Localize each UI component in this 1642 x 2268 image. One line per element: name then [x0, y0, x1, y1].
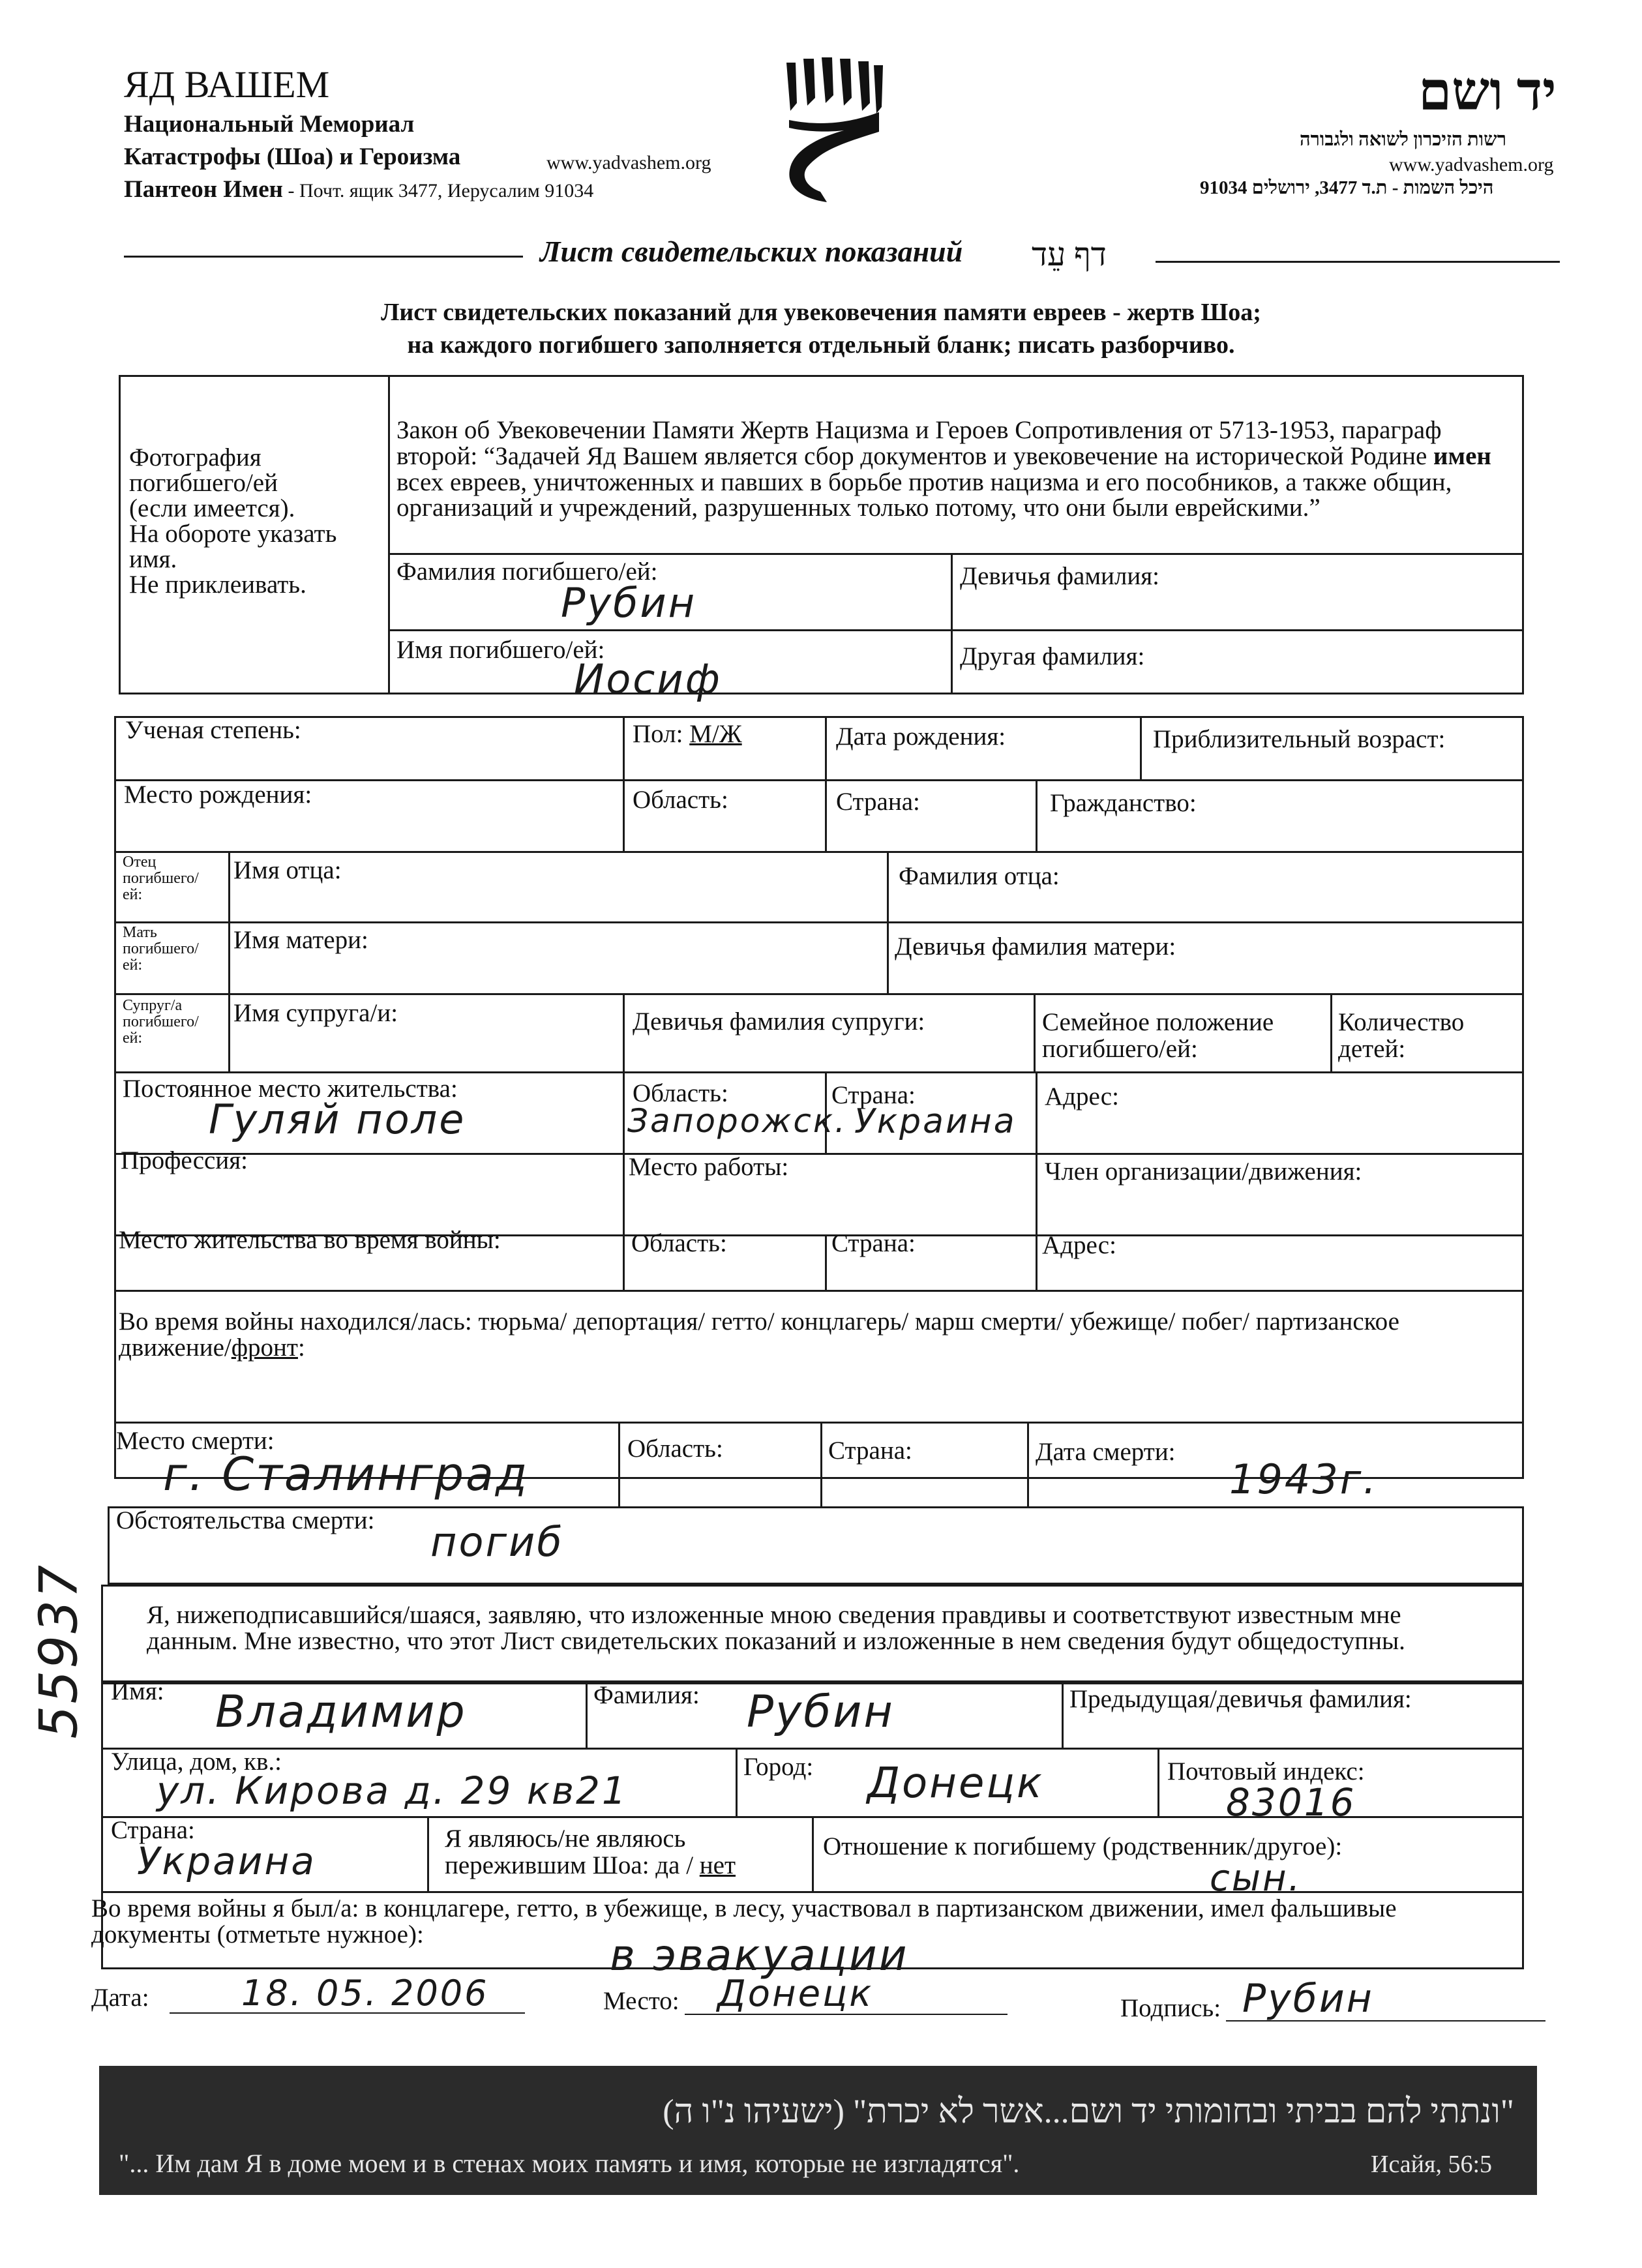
residence-country-value[interactable]: Украина: [854, 1102, 1017, 1141]
website-left: www.yadvashem.org: [546, 152, 711, 173]
street-value[interactable]: ул. Кирова д. 29 кв21: [157, 1768, 628, 1813]
postal-value[interactable]: 83016: [1226, 1780, 1356, 1825]
victim-surname-value[interactable]: Рубин: [561, 579, 697, 627]
postal-label: Почтовый индекс:: [1167, 1757, 1365, 1785]
relation-value[interactable]: сын.: [1210, 1857, 1302, 1900]
circumstances-value[interactable]: погиб: [430, 1518, 564, 1566]
he-line-4: היכל השמות - ת.ד 3477, ירושלים 91034: [1200, 177, 1494, 198]
photo-line-6: Не приклеивать.: [129, 571, 306, 599]
residence-address-label: Адрес:: [1045, 1082, 1119, 1111]
street-label: Улица, дом, кв.:: [111, 1748, 282, 1776]
wartime-region-label: Область:: [631, 1229, 727, 1257]
birthplace-label: Место рождения:: [124, 781, 312, 809]
photo-line-5: имя.: [129, 545, 177, 573]
survivor-field[interactable]: Я являюсь/не являюсь пережившим Шоа: да / нет: [445, 1825, 736, 1879]
victim-first-name-label: Имя погибшего/ей:: [396, 636, 605, 664]
death-place-label: Место смерти:: [116, 1427, 275, 1455]
photo-placeholder[interactable]: [129, 445, 385, 597]
instructions-line-1: Лист свидетельских показаний для увековечения памяти евреев - жертв Шоа;: [381, 299, 1261, 326]
workplace-label: Место работы:: [629, 1153, 789, 1181]
birth-date-label: Дата рождения:: [836, 723, 1006, 751]
father-name-label: Имя отца:: [233, 856, 342, 884]
submitter-wartime-line-2: документы (отметьте нужное):: [91, 1920, 424, 1948]
form-title-ru: Лист свидетельских показаний: [540, 235, 963, 268]
sex-field[interactable]: Пол: М/Ж: [633, 720, 742, 748]
degree-label: Ученая степень:: [125, 716, 301, 744]
signature-value[interactable]: Рубин: [1242, 1976, 1374, 2022]
banner-russian: "... Им дам Я в доме моем и в стенах моих память и имя, которые не изгладятся".: [119, 2149, 1020, 2178]
father-side-label: Отец погибшего/ ей:: [123, 854, 199, 904]
website-right: www.yadvashem.org: [1389, 154, 1554, 175]
residence-country-label: Страна:: [831, 1081, 916, 1109]
form-title-he: דף עֵד: [1032, 236, 1107, 273]
relation-label: Отношение к погибшему (родственник/другое):: [823, 1832, 1343, 1860]
membership-label: Член организации/движения:: [1045, 1157, 1362, 1186]
residence-value[interactable]: Гуляй поле: [209, 1096, 466, 1143]
death-date-value[interactable]: 1943г.: [1229, 1455, 1379, 1503]
submitter-country-label: Страна:: [111, 1816, 195, 1844]
submitter-wartime-value[interactable]: в эвакуации: [610, 1930, 909, 1980]
victim-other-surname-label: Другая фамилия:: [960, 642, 1145, 670]
mother-side-label: Мать погибшего/ ей:: [123, 924, 199, 974]
birth-region-label: Область:: [633, 786, 728, 814]
circumstances-label: Обстоятельства смерти:: [116, 1506, 375, 1534]
he-line-2: רשות הזיכרון לשואה ולגבורה: [1300, 129, 1506, 150]
date-value[interactable]: 18. 05. 2006: [241, 1973, 489, 2014]
submitter-first-name-label: Имя:: [111, 1677, 164, 1705]
declaration-line-2: данным. Мне известно, что этот Лист свидетельских показаний и изложенные в нем сведения будут общедоступны.: [147, 1627, 1405, 1655]
spouse-name-label: Имя супруга/и:: [233, 999, 398, 1027]
city-value[interactable]: Донецк: [867, 1759, 1044, 1808]
victim-surname-label: Фамилия погибшего/ей:: [396, 558, 658, 586]
photo-line-1: Фотография: [129, 443, 261, 471]
mother-maiden-label: Девичья фамилия матери:: [895, 933, 1176, 961]
marital-status-label: Семейное положение погибшего/ей:: [1042, 1008, 1274, 1063]
victim-first-name-value[interactable]: Иосиф: [574, 655, 722, 703]
org-name-ru: ЯД ВАШЕМ: [124, 63, 330, 106]
citizenship-label: Гражданство:: [1050, 789, 1197, 817]
wartime-country-label: Страна:: [831, 1229, 916, 1257]
margin-number: 55937: [28, 1563, 89, 1739]
submitter-surname-label: Фамилия:: [593, 1681, 700, 1709]
city-label: Город:: [743, 1753, 814, 1781]
approx-age-label: Приблизительный возраст:: [1153, 725, 1446, 753]
quote-banner: [99, 2066, 1537, 2195]
wartime-address-label: Адрес:: [1042, 1231, 1116, 1259]
wartime-residence-label: Место жительства во время войны:: [119, 1226, 501, 1254]
place-value[interactable]: Донецк: [717, 1973, 874, 2015]
title-rule-right: [1156, 261, 1560, 263]
declaration-line-1: Я, нижеподписавшийся/шаяся, заявляю, что изложенные мною сведения правдивы и соответствуют известным мне: [147, 1601, 1401, 1629]
residence-label: Постоянное место жительства:: [123, 1075, 458, 1103]
title-rule-left: [124, 256, 523, 258]
wartime-status-line-2[interactable]: движение/фронт:: [119, 1334, 305, 1362]
prev-surname-label: Предыдущая/девичья фамилия:: [1069, 1685, 1412, 1713]
banner-reference: Исайя, 56:5: [1371, 2151, 1493, 2178]
victim-maiden-name-label: Девичья фамилия:: [960, 562, 1160, 590]
submitter-country-value[interactable]: Украина: [137, 1839, 316, 1883]
submitter-wartime-line-1: Во время войны я был/а: в концлагере, гетто, в убежище, в лесу, участвовал в партизанском движении, имел фальшивые: [91, 1894, 1397, 1922]
death-date-label: Дата смерти:: [1036, 1438, 1176, 1466]
org-address-line: Пантеон Имен - Почт. ящик 3477, Иерусалим 91034: [124, 176, 594, 203]
birth-country-label: Страна:: [836, 788, 920, 816]
menorah-logo-icon: [781, 57, 886, 204]
mother-name-label: Имя матери:: [233, 926, 368, 954]
org-line-2: Национальный Мемориал: [124, 111, 415, 138]
death-place-value[interactable]: г. Сталинград: [163, 1448, 530, 1501]
children-count-label: Количество детей:: [1338, 1008, 1465, 1063]
wartime-status-line-1: Во время войны находился/лась: тюрьма/ депортация/ гетто/ концлагерь/ марш смерти/ убежище/ побег/ партизанское: [119, 1307, 1399, 1335]
submitter-surname-value[interactable]: Рубин: [747, 1686, 895, 1738]
instructions-line-2: на каждого погибшего заполняется отдельный бланк; писать разборчиво.: [407, 331, 1235, 359]
law-text: Закон об Увековечении Памяти Жертв Нацизма и Героев Сопротивления от 5713-1953, параграф второй: “Задачей Яд Вашем является сбор документов и увековечение на исторической Родине имен всех евреев, уничтоженных и павших в борьбе против нацизма и его пособников, а также общин, организаций и учреждений, разрушенных только потому, что они были еврейскими.”: [396, 416, 1491, 522]
place-label: Место:: [603, 1987, 679, 2015]
photo-line-3: (если имеется).: [129, 494, 295, 522]
submitter-first-name-value[interactable]: Владимир: [215, 1686, 467, 1738]
death-country-label: Страна:: [828, 1437, 912, 1465]
death-region-label: Область:: [627, 1435, 723, 1463]
profession-label: Профессия:: [121, 1146, 248, 1174]
photo-line-2: погибшего/ей: [129, 469, 278, 497]
spouse-side-label: Супруг/а погибшего/ ей:: [123, 997, 199, 1047]
banner-hebrew: "ונתתי להם בביתי ובחומותי יד ושם...אשר לא יכרת" (ישעיהו נ"ו ה): [663, 2093, 1514, 2130]
org-name-he: יד ושם: [1418, 62, 1557, 121]
org-line-3: Катастрофы (Шоа) и Героизма: [124, 143, 461, 170]
signature-label: Подпись:: [1120, 1994, 1221, 2022]
spouse-maiden-label: Девичья фамилия супруги:: [633, 1007, 925, 1036]
date-label: Дата:: [91, 1984, 149, 2012]
father-surname-label: Фамилия отца:: [899, 862, 1060, 890]
photo-line-4: На обороте указать: [129, 520, 337, 548]
residence-region-label: Область:: [633, 1079, 728, 1107]
residence-region-value[interactable]: Запорожск.: [627, 1102, 847, 1140]
